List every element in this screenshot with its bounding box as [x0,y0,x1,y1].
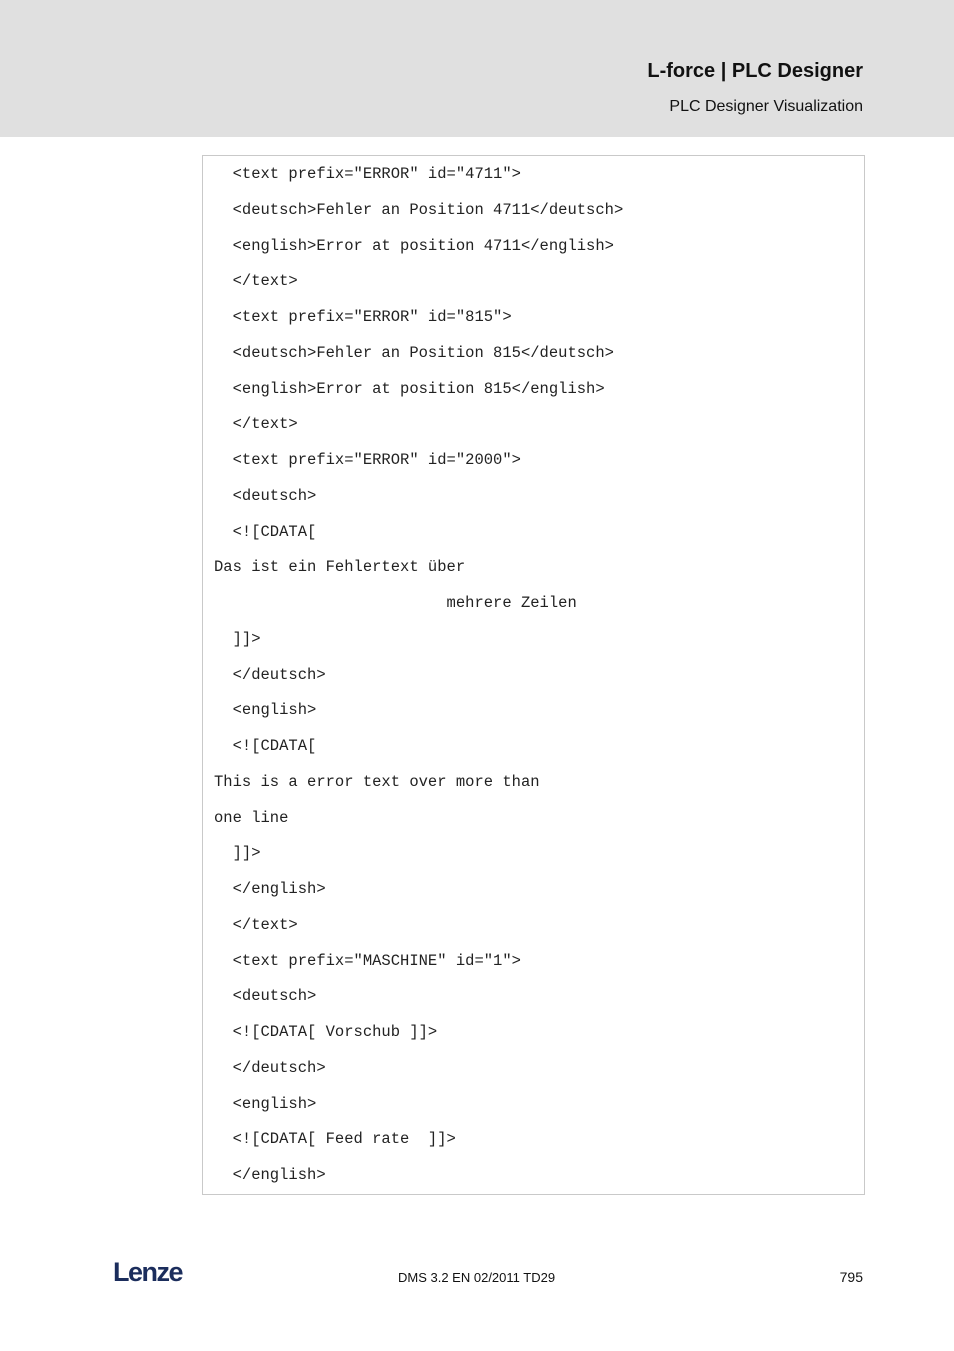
code-line: <english>Error at position 815</english> [214,379,605,398]
code-line: <deutsch> [214,987,317,1006]
code-line: <english> [214,1094,317,1113]
page-header [0,0,954,137]
code-line: <text prefix="ERROR" id="2000"> [214,451,521,469]
code-line: <text prefix="ERROR" id="4711"> [214,165,521,183]
code-listing [202,155,865,1195]
lenze-logo: Lenze [113,1257,183,1287]
code-line: </deutsch> [214,1058,326,1077]
code-line: <![CDATA[ [214,522,317,541]
document-id: DMS 3.2 EN 02/2011 TD29 [398,1270,556,1285]
code-line: </english> [214,880,326,898]
code-line: ]]> [214,629,261,648]
header-title: L-force | PLC Designer [647,60,863,82]
code-line: </deutsch> [214,665,326,684]
code-line: <![CDATA[ [214,737,317,755]
code-line: one line [214,808,289,827]
code-line: ]]> [214,844,261,863]
code-line: Das ist ein Fehlertext über [214,558,466,577]
code-line: </english> [214,1166,326,1184]
code-line: mehrere Zeilen [214,594,577,612]
code-line: </text> [214,272,298,291]
code-line: <english> [214,701,317,720]
code-line: <text prefix="MASCHINE" id="1"> [214,951,521,970]
header-subtitle: PLC Designer Visualization [669,98,863,115]
code-line: <deutsch> [214,486,317,505]
code-line: This is a error text over more than [214,772,540,791]
code-line: <text prefix="ERROR" id="815"> [214,308,512,326]
code-line: </text> [214,915,298,934]
code-line: <![CDATA[ Feed rate ]]> [214,1130,456,1149]
code-line: </text> [214,415,298,434]
code-lines [203,163,864,1200]
code-line: <![CDATA[ Vorschub ]]> [214,1023,438,1041]
code-line: <deutsch>Fehler an Position 4711</deutsch> [214,200,624,219]
code-line: <deutsch>Fehler an Position 815</deutsch> [214,343,614,362]
code-line: <english>Error at position 4711</english> [214,236,614,255]
page-number: 795 [839,1269,863,1285]
